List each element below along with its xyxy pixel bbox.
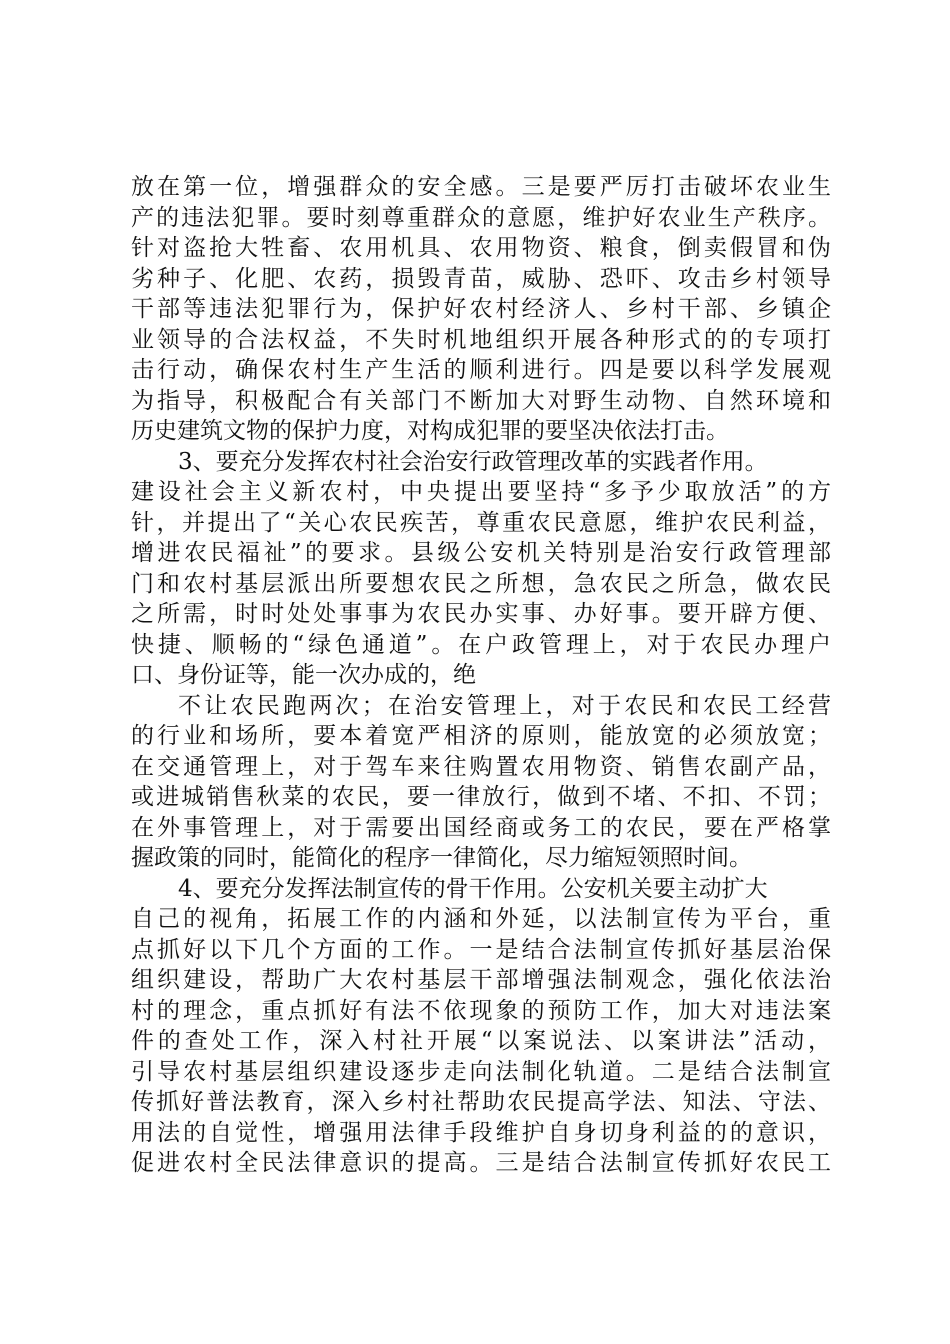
text-line: 的行业和场所，要本着宽严相济的原则，能放宽的必须放宽； (131, 723, 831, 749)
text-line: 产的违法犯罪。要时刻尊重群众的意愿，维护好农业生产秩序。 (131, 204, 831, 231)
text-line: 传抓好普法教育，深入乡村社帮助农民提高学法、知法、守法、 (131, 1089, 831, 1115)
text-line: 自己的视角，拓展工作的内涵和外延，以法制宣传为平台，重 (131, 906, 831, 932)
text-line: 或进城销售秋菜的农民，要一律放行，做到不堵、不扣、不罚； (131, 784, 831, 810)
text-line: 干部等违法犯罪行为，保护好农村经济人、乡村干部、乡镇企 (131, 296, 831, 322)
text-line: 针，并提出了“关心农民疾苦，尊重农民意愿，维护农民利益， (131, 509, 831, 536)
text-line: 快捷、顺畅的“绿色通道”。在户政管理上，对于农民办理户 (131, 631, 831, 658)
section-heading-3: 3、要充分发挥农村社会治安行政管理改革的实践者作用。 (178, 448, 768, 475)
text-line: 为指导，积极配合有关部门不断加大对野生动物、自然环境和 (131, 387, 831, 414)
paragraph-end-line: 握政策的同时，能简化的程序一律简化，尽力缩短领照时间。 (131, 845, 752, 871)
text-line: 建设社会主义新农村，中央提出要坚持“多予少取放活”的方 (131, 479, 831, 505)
text-line: 击行动，确保农村生产生活的顺利进行。四是要以科学发展观 (131, 357, 831, 383)
text-line: 件的查处工作，深入村社开展“以案说法、以案讲法”活动， (131, 1028, 831, 1054)
text-line: 村的理念，重点抓好有法不依现象的预防工作，加大对违法案 (131, 997, 831, 1024)
text-line: 用法的自觉性，增强用法律手段维护自身切身利益的的意识， (131, 1119, 831, 1146)
paragraph-end-line: 历史建筑文物的保护力度，对构成犯罪的要坚决依法打击。 (131, 418, 729, 444)
paragraph-end-line: 口、身份证等，能一次办成的，绝 (131, 662, 476, 688)
text-line: 放在第一位，增强群众的安全感。三是要严厉打击破坏农业生 (131, 174, 831, 200)
section-heading-4: 4、要充分发挥法制宣传的骨干作用。公安机关要主动扩大 (178, 875, 768, 902)
text-line: 在交通管理上，对于驾车来往购置农用物资、销售农副产品， (131, 753, 831, 780)
text-line: 劣种子、化肥、农药，损毁青苗，威胁、恐吓、攻击乡村领导 (131, 265, 831, 292)
text-line: 在外事管理上，对于需要出国经商或务工的农民，要在严格掌 (131, 814, 831, 841)
text-line: 门和农村基层派出所要想农民之所想，急农民之所急，做农民 (131, 570, 831, 597)
text-line: 点抓好以下几个方面的工作。一是结合法制宣传抓好基层治保 (131, 936, 831, 963)
text-line: 增进农民福祉”的要求。县级公安机关特别是治安行政管理部 (131, 540, 831, 566)
text-line: 针对盗抢大牲畜、农用机具、农用物资、粮食，倒卖假冒和伪 (131, 235, 831, 261)
text-line: 引导农村基层组织建设逐步走向法制化轨道。二是结合法制宣 (131, 1058, 831, 1085)
text-line: 不让农民跑两次；在治安管理上，对于农民和农民工经营 (178, 692, 831, 719)
text-line: 之所需，时时处处事事为农民办实事、办好事。要开辟方便、 (131, 601, 831, 627)
text-line: 组织建设，帮助广大农村基层干部增强法制观念，强化依法治 (131, 967, 831, 993)
text-line: 促进农村全民法律意识的提高。三是结合法制宣传抓好农民工 (131, 1150, 831, 1176)
document-body (131, 172, 831, 1179)
text-line: 业领导的合法权益，不失时机地组织开展各种形式的的专项打 (131, 326, 831, 353)
